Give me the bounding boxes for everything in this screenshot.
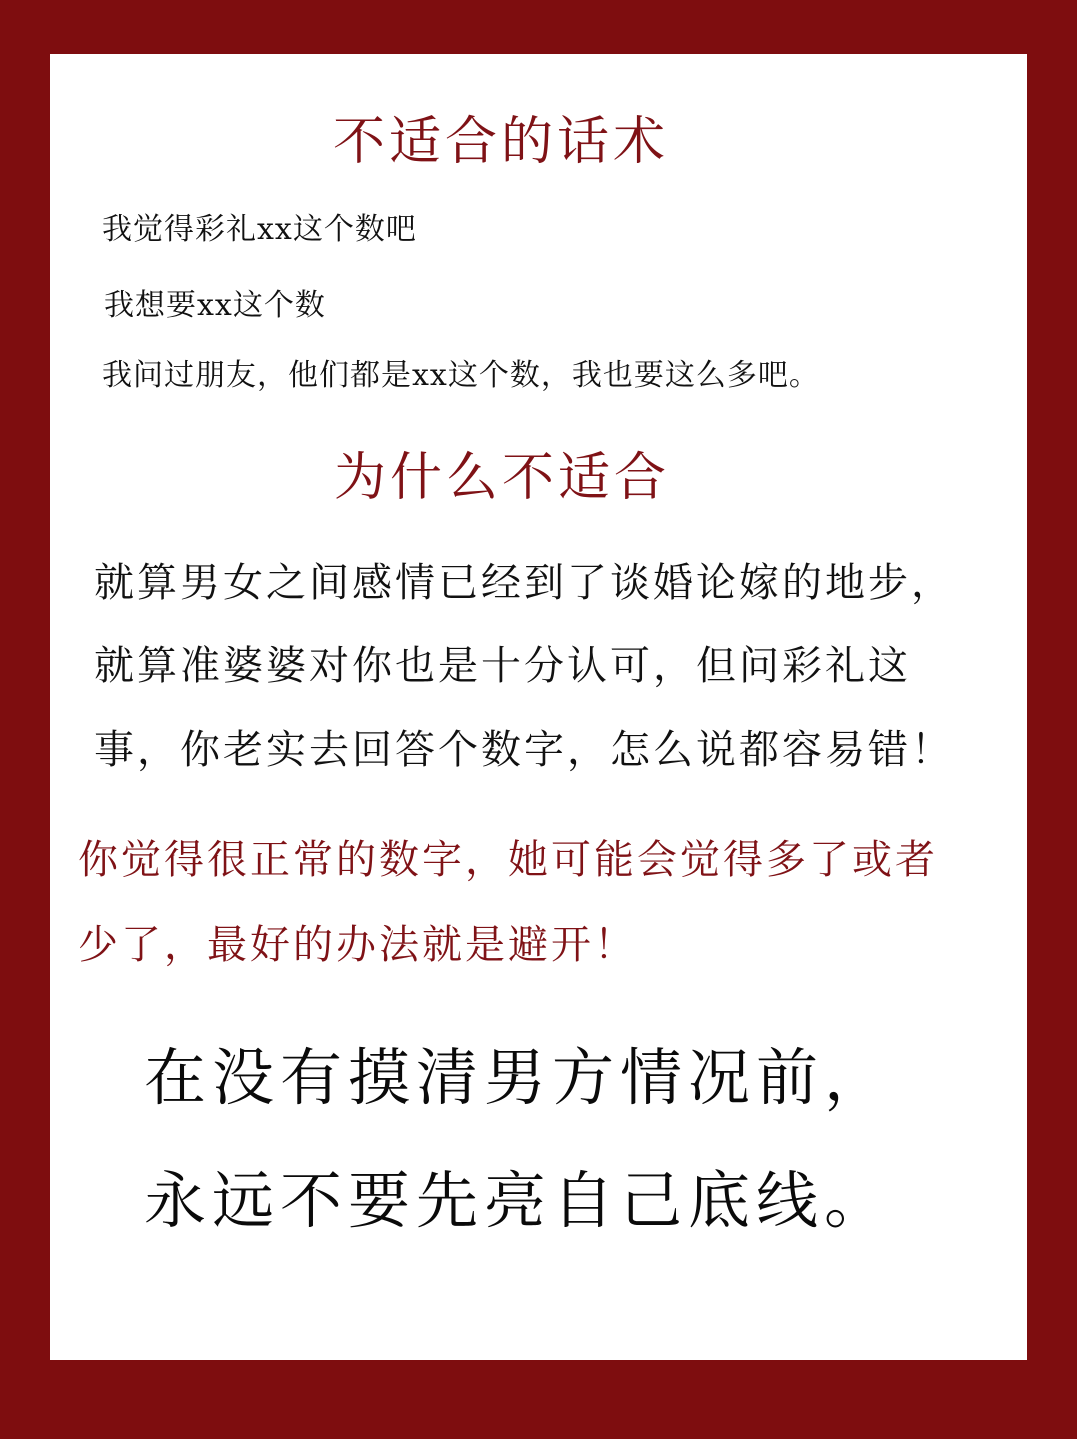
highlight-line-1: 你觉得很正常的数字，她可能会觉得多了或者 (78, 837, 938, 883)
phrase-line-3: 我问过朋友，他们都是xx这个数，我也要这么多吧。 (102, 358, 820, 393)
explanation-line-1: 就算男女之间感情已经到了谈婚论嫁的地步， (94, 560, 954, 606)
section-title-unsuitable-phrases: 不适合的话术 (333, 112, 670, 172)
explanation-line-3: 事，你老实去回答个数字，怎么说都容易错！ (94, 727, 954, 773)
explanation-line-2: 就算准婆婆对你也是十分认可，但问彩礼这 (94, 643, 911, 689)
conclusion-line-1: 在没有摸清男方情况前， (144, 1041, 893, 1114)
phrase-line-2: 我想要xx这个数 (104, 288, 326, 323)
content-card (50, 54, 1027, 1360)
phrase-line-1: 我觉得彩礼xx这个数吧 (102, 212, 417, 247)
highlight-line-2: 少了，最好的办法就是避开！ (78, 922, 637, 968)
conclusion-line-2: 永远不要先亮自己底线。 (144, 1164, 893, 1237)
section-title-why-unsuitable: 为什么不适合 (334, 448, 671, 508)
